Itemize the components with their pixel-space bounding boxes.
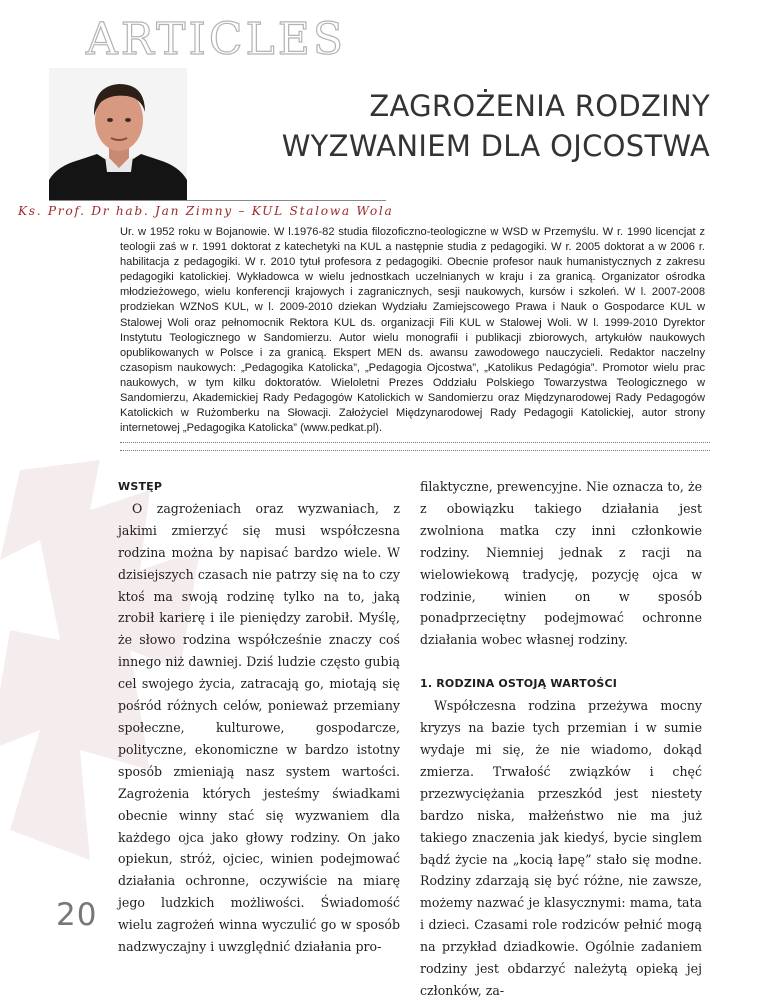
intro-paragraph: O zagrożeniach oraz wyzwaniach, z jakimi zmierzyć się musi współczesna rodzina można by napisać bardzo wiele. W dzisiejszych czasach nie patrzy się na to czy ktoś ma swoją rodzinę tylko na to, jaką zrobił karierę i ile pieniędzy zarobił. Myślę, że słowo rodzina współcześnie znaczy coś innego niż dawniej. Dziś ludzie często gubią cel swojego życia, zatracają go, miotają się pośród różnych celów, ponieważ przemiany społeczne, kulturowe, gospodarcze, polityczne, ekonomiczne w bardzo istotny sposób zmieniają nasz system wartości. Zagrożenia których jesteśmy świadkami obecnie winny stać się wyzwaniem dla każdego ojca jako głowy rodziny. On jako opiekun, stróż, ojciec, winien podejmować działania ochronne, oczywiście na miarę jego ludzkich możliwości. Świadomość wielu zagrożeń winna wyczulić go w sposób nadzwyczajny i uwzględnić działania pro-	[118, 500, 400, 955]
page-number: 20	[56, 897, 98, 933]
intro-paragraph-continued: filaktyczne, prewencyjne. Nie oznacza to, że z obowiązku takiego działania jest zwolniona matka czy inni członkowie rodziny. Niemniej jednak z racji na wielowiekową tradycję, pozycję ojca w rodzinie, winien on w sposób ponadprzeciętny podejmować ochronne działania wobec własnej rodziny.	[420, 479, 702, 648]
column-left	[118, 476, 400, 958]
article-title	[282, 86, 710, 166]
title-rule	[49, 200, 386, 201]
column-right	[420, 476, 702, 1002]
author-photo	[49, 68, 187, 200]
author-byline: Ks. Prof. Dr hab. Jan Zimny – KUL Stalowa Wola	[18, 204, 394, 218]
title-line-2: WYZWANIEM DLA OJCOSTWA	[281, 129, 710, 163]
author-bio: Ur. w 1952 roku w Bojanowie. W l.1976-82 studia filozoficzno-teologiczne w WSD w Przemyślu. W r. 1990 licencjat z teologii zaś w r. 1991 doktorat z katechetyki na KUL a następnie studia z pedagogiki. W r. 2005 doktorat a w 2006 r. habilitacja z pedagogiki. W r. 2010 tytuł profesora z pedagogiki. Obecnie profesor nauk humanistycznych z zakresu pedagogiki katolickiej. Wykładowca w wielu jednostkach uczelnianych w kraju i za granicą. Organizator ośrodka młodzieżowego, wielu konferencji krajowych i zagranicznych, sesji naukowych, kursów i szkoleń. W l. 2007-2008 prodziekan WZNoS KUL, w l. 2009-2010 dziekan Wydziału Zamiejscowego Prawa i Nauk o Gospodarce KUL w Stalowej Woli oraz pełnomocnik Rektora KUL ds. organizacji Fili KUL w Stalowej Woli. W l. 1999-2010 Dyrektor Instytutu Teologicznego w Sandomierzu. Autor wielu monografii i publikacji zbiorowych, artykułów naukowych opublikowanych w Polsce i za granicą. Ekspert MEN ds. awansu zawodowego nauczycieli. Redaktor naczelny czasopism naukowych: „Pedagogika Katolicka”, „Pedagogia Ojcostwa”, „Katolikus Pedagógia”. Promotor wielu prac naukowych, w tym kilku doktoratów. Wieloletni Prezes Oddziału Polskiego Towarzystwa Teologicznego w Sandomierzu, Akademickiej Rady Pedagogów Katolickich w Sandomierzu oraz Międzynarodowej Rady Pedagogów Katolickich w Rużomberku na Słowacji. Założyciel Międzynarodowej Rady Pedagogii Katolickiej, autor strony internetowej „Pedagogika Katolicka” (www.pedkat.pl).	[120, 226, 705, 435]
section1-paragraph: Współczesna rodzina przeżywa mocny kryzys na bazie tych przemian i w sumie wydaje mi się, że nie wiadomo, dokąd zmierza. Trwałość związków i chęć przezwyciężania przeszkód jest niestety bardzo niska, małżeństwo nie ma już takiego znaczenia jak kiedyś, bycie singlem bądź życie na „kocią łapę” stało się modne. Rodziny zdarzają się być różne, nie zawsze, możemy nazwać je klasycznymi: mama, tata i dzieci. Czasami role rodziców pełnić mogą na przykład dziadkowie. Ogólnie zadaniem rodziny jest obdarzyć należytą opieką jej członków, za-	[420, 698, 702, 998]
section1-heading: 1. RODZINA OSTOJĄ WARTOŚCI	[420, 677, 618, 691]
dotted-divider-1	[120, 442, 710, 443]
title-line-1: ZAGROŻENIA RODZINY	[369, 89, 710, 123]
section-label: ARTICLES	[86, 14, 347, 65]
intro-heading: WSTĘP	[118, 480, 163, 493]
